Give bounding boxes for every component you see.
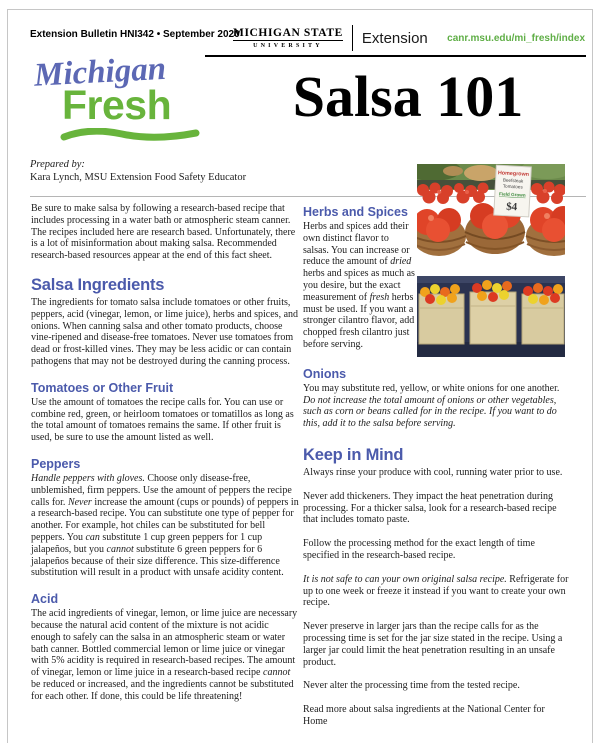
msu-wordmark xyxy=(233,27,343,49)
byline xyxy=(30,159,246,185)
michigan-fresh-logo xyxy=(33,50,214,142)
keep-in-mind-paragraph: Read more about salsa ingredients at the National Center for Home xyxy=(303,704,545,727)
author-name: Kara Lynch, MSU Extension Food Safety Educator xyxy=(30,171,247,183)
prepared-by-label: Prepared by: xyxy=(30,159,85,170)
tomatoes-paragraph: Use the amount of tomatoes the recipe calls for. You can use or combine red, green, or heirloom tomatoes or tomatillos as long as the total amount of tomatoes remains the same. If other fruit is used, be sure to use the amount listed as well. xyxy=(31,396,294,444)
left-column xyxy=(31,203,299,715)
sign-line-4: Field Grown xyxy=(498,191,526,198)
keep-in-mind-paragraph: Never alter the processing time from the tested recipe. xyxy=(303,680,520,692)
heading-keep-in-mind: Keep in Mind xyxy=(303,445,404,464)
logo-fresh-wordmark: Fresh xyxy=(62,82,172,128)
keep-in-mind-paragraph: Follow the processing method for the exact length of time specified in the research-based recipe. xyxy=(303,538,535,561)
heading-peppers: Peppers xyxy=(31,456,81,471)
keep-in-mind-paragraph: It is not safe to can your own original salsa recipe. Refrigerate for up to one week or freeze it instead if you want to create your own recipe. xyxy=(303,573,569,609)
keep-in-mind-paragraph: Always rinse your produce with cool, running water prior to use. xyxy=(303,466,563,478)
tomatoes-photo xyxy=(417,164,565,357)
msu-extension-label: Extension xyxy=(361,29,428,47)
page-title: Salsa 101 xyxy=(292,64,524,129)
msu-wordmark-line2: UNIVERSITY xyxy=(253,42,323,49)
herbs-and-spices-section xyxy=(303,205,416,351)
price-sign xyxy=(494,165,532,217)
logo-michigan-script: Michigan xyxy=(33,50,167,94)
bulletin-number: Extension Bulletin HNI342 • September 2020 xyxy=(30,29,240,40)
heading-acid: Acid xyxy=(31,592,59,607)
keep-in-mind-paragraph: Never preserve in larger jars than the recipe calls for as the processing time is set for the jar size stated in the recipe. Using a larger jar could limit the heat penetration resulting in an unsafe product. xyxy=(303,621,563,668)
header-rule xyxy=(205,55,586,57)
herbs-paragraph: Herbs and spices add their own distinct flavor to salsas. You can increase or reduce the amount of dried herbs and spices as much as you desire, but the exact measurement of fresh herbs must be used. If you want a stronger cilantro flavor, add chopped fresh cilantro just before serving. xyxy=(303,221,415,350)
msu-wordmark-line1: MICHIGAN STATE xyxy=(233,27,343,40)
msu-extension-lockup xyxy=(233,25,428,51)
heading-salsa-ingredients: Salsa Ingredients xyxy=(31,275,165,294)
sign-line-2: Beefsteak xyxy=(502,177,524,184)
intro-paragraph: Be sure to make salsa by following a research-based recipe that includes processing in a water bath or atmospheric steam canner. The recipes included here are research based. Unfortunately, there is a lot of misinformation about making salsa. Recommended research-based resources appear at the end of this fact sheet. xyxy=(31,203,296,262)
tomatoes-photo-art xyxy=(417,164,565,357)
onions-paragraph: You may substitute red, yellow, or white onions for one another. Do not increase the total amount of onions or other vegetables, such as corn or beans called for in the recipe. If you want to do this, add it to the salsa before serving. xyxy=(303,382,560,430)
site-url-link[interactable]: canr.msu.edu/mi_fresh/index xyxy=(447,33,585,44)
heading-tomatoes-or-other-fruit: Tomatoes or Other Fruit xyxy=(31,380,174,395)
msu-divider xyxy=(352,25,353,51)
peppers-paragraph: Handle peppers with gloves. Choose only disease-free, unblemished, firm peppers. Use the amount of peppers the recipe calls for. Never increase the amount (cups or pounds) of peppers in a research-based recipe. You can substitute one type of pepper for another. For example, hot chiles can be substituted for bell peppers. You can substitute 1 cup green peppers for 1 cup jalapeños, but you cannot substitute 6 green peppers for 6 jalapeños because of their size difference. This size-difference substitution will result in a product with unsafe acidity content. xyxy=(31,472,299,579)
keep-in-mind-paragraph: Never add thickeners. They impact the heat penetration during processing. For a thicker salsa, look for a research-based recipe that includes tomato paste. xyxy=(303,490,557,526)
sign-line-3: Tomatoes xyxy=(502,183,523,190)
sign-line-1: Homegrown xyxy=(497,170,530,178)
heading-herbs-and-spices: Herbs and Spices xyxy=(303,205,408,219)
acid-paragraph: The acid ingredients of vinegar, lemon, or lime juice are necessary because the natural acid content of the mixture is not acidic enough to safely can the salsa in an atmospheric steam or water bath canner. Bottled commercial lemon or lime juice or vinegar with 5% acidity is required in research-based recipes. The amount of vinegar, lemon or lime juice in a research-based recipe cannot be reduced or increased, and the ingredients cannot be substituted for each other. If done, this could be life threatening! xyxy=(31,608,298,702)
heading-onions: Onions xyxy=(303,366,347,381)
swoosh-underline-icon xyxy=(60,128,200,142)
salsa-ingredients-paragraph: The ingredients for tomato salsa include tomatoes or other fruits, peppers, acid (vinegar, lemon, or lime juice), herbs and spices, and onions. When canning salsa and other tomato products, choose vine-ripened and disease-free tomatoes. Never use tomatoes from dead or frost-killed vines. They may be less acidic or can contain pathogens that may not be destroyed during the canning process. xyxy=(31,296,299,367)
sign-price: $4 xyxy=(505,200,518,214)
